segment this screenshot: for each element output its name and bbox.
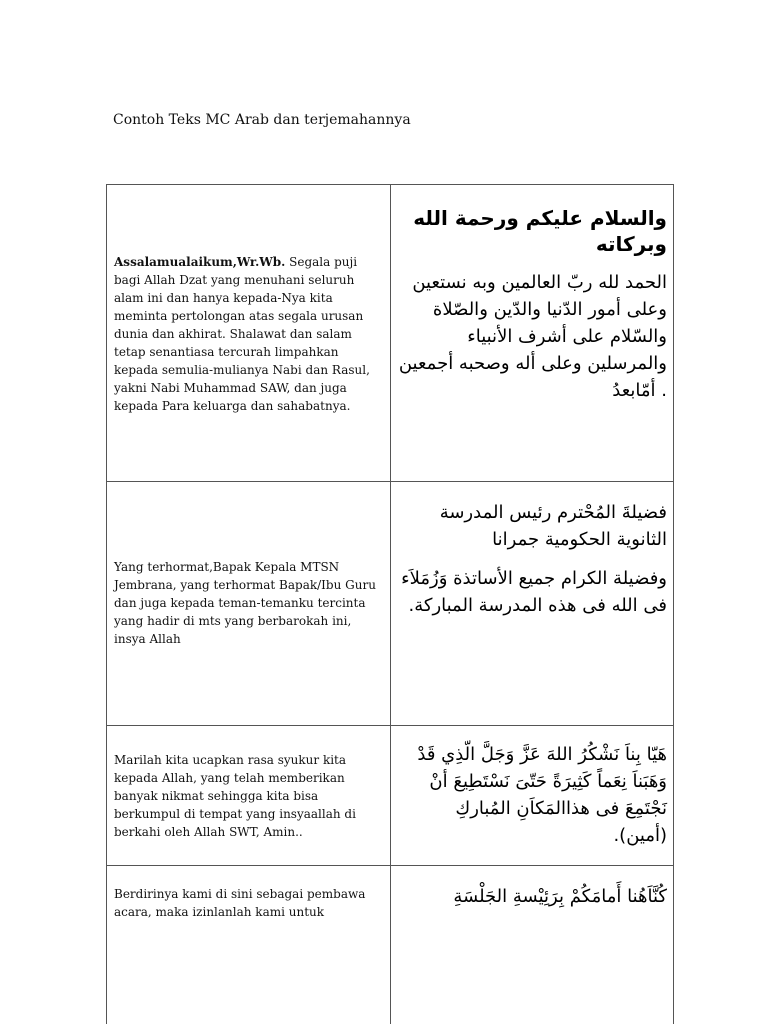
row-divider: [107, 865, 673, 866]
document-title: Contoh Teks MC Arab dan terjemahannya: [113, 112, 411, 128]
row-1-arabic-greeting: والسلام عليكم ورحمة الله وبركاته: [413, 206, 667, 256]
row-3-indonesian-text: Marilah kita ucapkan rasa syukur kita kepada Allah, yang telah memberikan banyak nikmat sehingga kita bisa berkumpul di tempat yang insyaallah di berkahi oleh Allah SWT, Amin..: [114, 753, 356, 839]
row-1-greeting: Assalamualaikum,Wr.Wb.: [114, 255, 286, 269]
row-2-indonesian-text: Yang terhormat,Bapak Kepala MTSN Jembrana, yang terhormat Bapak/Ibu Guru dan juga kepada teman-temanku tercinta yang hadir di mts yang berbarokah ini, insya Allah: [114, 560, 376, 646]
row-2-arabic-paragraph-2: وفضيلة الكرام جميع الأساتذة وَزُمَلاَء فى الله فى هذه المدرسة المباركة.: [401, 568, 667, 616]
row-divider: [107, 725, 673, 726]
row-3-arabic-body: هَيّا بِناَ نَشْكُرُ اللهَ عَزَّ وَجَلَّ الّذِي قَدْ وَهَبَناَ نِعَماً كَثِيرَةً حَتّىَ نَسْتَطِيعَ أنْ نَجْتَمِعَ فى هذاالمَكاَنِ المُباركِ (أمين).: [417, 744, 667, 846]
row-4-arabic-body: كُنَّاَهُنا أَمامَكُمْ بِرَئِيْسةِ الجَلْسَةِ: [453, 886, 667, 907]
row-2-arabic-paragraph-1: فضيلةَ المُحْترم رئيس المدرسة الثانوية الحكومية جمرانا: [439, 502, 667, 550]
row-3-arabic-text: [397, 741, 667, 849]
mc-text-table: [106, 184, 674, 1024]
row-4-arabic-text: [397, 883, 667, 910]
row-1-arabic-text: [397, 205, 667, 404]
row-1-translation: Segala puji bagi Allah Dzat yang menuhani seluruh alam ini dan hanya kepada-Nya kita meminta pertolongan atas segala urusan dunia dan akhirat. Shalawat dan salam tetap senantiasa tercurah limpahkan kepada semulia-mulianya Nabi dan Rasul, yakni Nabi Muhammad SAW, dan juga kepada Para keluarga dan sahabatnya.: [114, 255, 370, 413]
column-divider: [390, 185, 391, 1024]
row-1-arabic-body: الحمد لله ربّ العالمين وبه نستعين وعلى أمور الدّنيا والدّين والصّلاة والسّلام على أشرف الأنبياء والمرسلين وعلى أله وصحبه أجمعين . أمّابعدُ: [398, 272, 667, 401]
row-2-arabic-text: [397, 499, 667, 619]
row-divider: [107, 481, 673, 482]
row-1-indonesian-text: [114, 253, 380, 415]
row-4-indonesian-text: Berdirinya kami di sini sebagai pembawa acara, maka izinlanlah kami untuk: [114, 887, 366, 919]
